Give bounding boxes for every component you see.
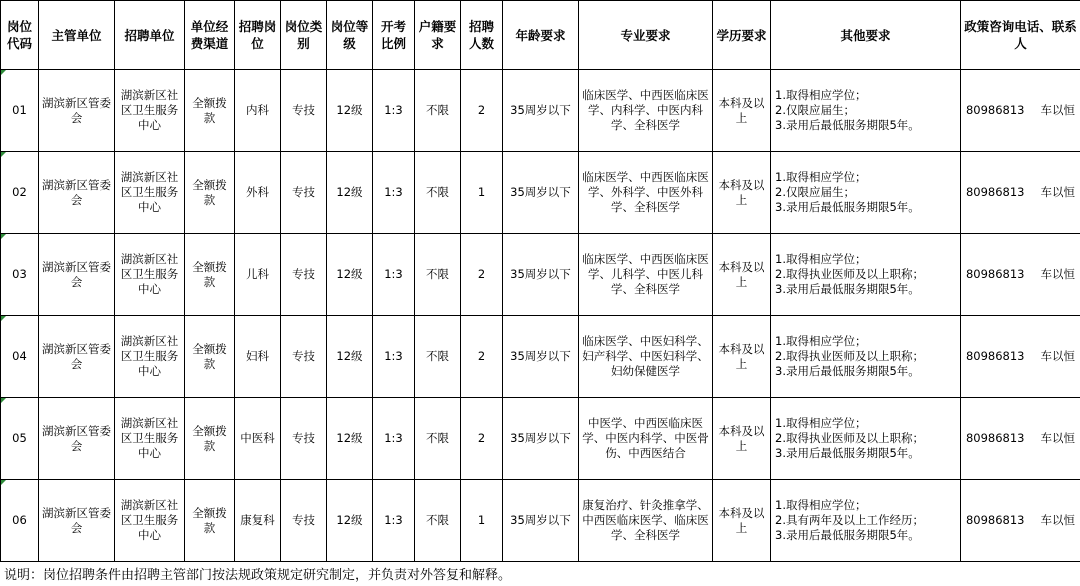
cell-code: 04 [1,316,39,398]
cell-code: 02 [1,152,39,234]
cell-age: 35周岁以下 [503,398,579,480]
header-level: 岗位等级 [327,1,373,70]
contact-person: 车以恒 [1041,513,1076,528]
cell-hukou: 不限 [415,480,461,562]
cell-funding: 全额拨款 [185,70,235,152]
cell-count: 1 [461,152,503,234]
cell-category: 专技 [281,70,327,152]
header-funding: 单位经费渠道 [185,1,235,70]
table-row [1,398,1080,480]
header-row [1,1,1080,70]
cell-other [771,316,961,398]
cell-position: 儿科 [235,234,281,316]
cell-position: 中医科 [235,398,281,480]
cell-contact [961,398,1080,480]
header-unit: 招聘单位 [115,1,185,70]
cell-major: 中医学、中西医临床医学、中医内科学、中医骨伤、中西医结合 [579,398,713,480]
header-hukou: 户籍要求 [415,1,461,70]
cell-code: 06 [1,480,39,562]
cell-other [771,398,961,480]
other-requirement-line: 3.录用后最低服务期限5年。 [775,200,958,215]
cell-age: 35周岁以下 [503,152,579,234]
cell-ratio: 1:3 [373,316,415,398]
table-row [1,70,1080,152]
cell-category: 专技 [281,398,327,480]
cell-other [771,480,961,562]
cell-position: 妇科 [235,316,281,398]
cell-hukou: 不限 [415,70,461,152]
header-code: 岗位代码 [1,1,39,70]
cell-position: 内科 [235,70,281,152]
other-requirement-line: 3.录用后最低服务期限5年。 [775,364,958,379]
cell-ratio: 1:3 [373,70,415,152]
other-requirement-line: 3.录用后最低服务期限5年。 [775,446,958,461]
cell-funding: 全额拨款 [185,480,235,562]
cell-code: 05 [1,398,39,480]
cell-education: 本科及以上 [713,480,771,562]
contact-person: 车以恒 [1041,349,1076,364]
cell-unit: 湖滨新区社区卫生服务中心 [115,234,185,316]
header-age: 年龄要求 [503,1,579,70]
cell-other [771,152,961,234]
footnote: 说明：岗位招聘条件由招聘主管部门按法规政策规定研究制定，并负责对外答复和解释。 [0,562,1080,586]
cell-dept: 湖滨新区管委会 [39,234,115,316]
table-row [1,152,1080,234]
header-other: 其他要求 [771,1,961,70]
cell-dept: 湖滨新区管委会 [39,316,115,398]
other-requirement-line: 2.仅限应届生； [775,185,958,200]
cell-contact [961,70,1080,152]
cell-funding: 全额拨款 [185,316,235,398]
header-major: 专业要求 [579,1,713,70]
cell-code: 03 [1,234,39,316]
cell-dept: 湖滨新区管委会 [39,398,115,480]
cell-level: 12级 [327,152,373,234]
cell-age: 35周岁以下 [503,316,579,398]
cell-position: 外科 [235,152,281,234]
cell-major: 临床医学、中西医临床医学、儿科学、中医儿科学、全科医学 [579,234,713,316]
cell-funding: 全额拨款 [185,398,235,480]
other-requirement-line: 1.取得相应学位； [775,252,958,267]
cell-ratio: 1:3 [373,234,415,316]
cell-age: 35周岁以下 [503,234,579,316]
cell-ratio: 1:3 [373,152,415,234]
cell-hukou: 不限 [415,152,461,234]
contact-person: 车以恒 [1041,185,1076,200]
cell-major: 临床医学、中西医临床医学、外科学、中医外科学、全科医学 [579,152,713,234]
table-row [1,316,1080,398]
other-requirement-line: 1.取得相应学位； [775,498,958,513]
cell-education: 本科及以上 [713,398,771,480]
cell-other [771,70,961,152]
cell-count: 2 [461,234,503,316]
contact-phone: 80986813 [966,349,1025,364]
cell-contact [961,480,1080,562]
other-requirement-line: 2.取得执业医师及以上职称； [775,431,958,446]
cell-education: 本科及以上 [713,152,771,234]
cell-funding: 全额拨款 [185,152,235,234]
cell-education: 本科及以上 [713,234,771,316]
cell-level: 12级 [327,234,373,316]
cell-category: 专技 [281,152,327,234]
cell-education: 本科及以上 [713,316,771,398]
cell-hukou: 不限 [415,316,461,398]
header-education: 学历要求 [713,1,771,70]
cell-dept: 湖滨新区管委会 [39,70,115,152]
other-requirement-line: 3.录用后最低服务期限5年。 [775,282,958,297]
cell-major: 康复治疗、针灸推拿学、中西医临床医学、临床医学、全科医学 [579,480,713,562]
cell-contact [961,234,1080,316]
cell-level: 12级 [327,316,373,398]
cell-hukou: 不限 [415,398,461,480]
cell-count: 1 [461,480,503,562]
other-requirement-line: 2.具有两年及以上工作经历； [775,513,958,528]
contact-person: 车以恒 [1041,431,1076,446]
cell-count: 2 [461,316,503,398]
other-requirement-line: 3.录用后最低服务期限5年。 [775,528,958,543]
other-requirement-line: 3.录用后最低服务期限5年。 [775,118,958,133]
cell-category: 专技 [281,316,327,398]
cell-hukou: 不限 [415,234,461,316]
table-row [1,480,1080,562]
header-category: 岗位类别 [281,1,327,70]
header-position: 招聘岗位 [235,1,281,70]
other-requirement-line: 1.取得相应学位； [775,170,958,185]
header-ratio: 开考比例 [373,1,415,70]
header-contact: 政策咨询电话、联系人 [961,1,1080,70]
cell-category: 专技 [281,234,327,316]
cell-unit: 湖滨新区社区卫生服务中心 [115,152,185,234]
other-requirement-line: 2.取得执业医师及以上职称； [775,349,958,364]
cell-major: 临床医学、中医妇科学、妇产科学、中医妇科学、妇幼保健医学 [579,316,713,398]
cell-code: 01 [1,70,39,152]
cell-dept: 湖滨新区管委会 [39,480,115,562]
other-requirement-line: 2.仅限应届生； [775,103,958,118]
contact-phone: 80986813 [966,513,1025,528]
cell-ratio: 1:3 [373,480,415,562]
header-count: 招聘人数 [461,1,503,70]
cell-level: 12级 [327,480,373,562]
cell-ratio: 1:3 [373,398,415,480]
table-row [1,234,1080,316]
cell-unit: 湖滨新区社区卫生服务中心 [115,398,185,480]
cell-position: 康复科 [235,480,281,562]
other-requirement-line: 1.取得相应学位； [775,88,958,103]
cell-major: 临床医学、中西医临床医学、内科学、中医内科学、全科医学 [579,70,713,152]
cell-funding: 全额拨款 [185,234,235,316]
cell-unit: 湖滨新区社区卫生服务中心 [115,316,185,398]
contact-person: 车以恒 [1041,267,1076,282]
cell-contact [961,316,1080,398]
cell-level: 12级 [327,70,373,152]
cell-unit: 湖滨新区社区卫生服务中心 [115,480,185,562]
cell-contact [961,152,1080,234]
contact-phone: 80986813 [966,431,1025,446]
cell-level: 12级 [327,398,373,480]
contact-person: 车以恒 [1041,103,1076,118]
header-dept: 主管单位 [39,1,115,70]
cell-dept: 湖滨新区管委会 [39,152,115,234]
cell-other [771,234,961,316]
contact-phone: 80986813 [966,267,1025,282]
other-requirement-line: 1.取得相应学位； [775,416,958,431]
other-requirement-line: 1.取得相应学位； [775,334,958,349]
cell-unit: 湖滨新区社区卫生服务中心 [115,70,185,152]
cell-category: 专技 [281,480,327,562]
other-requirement-line: 2.取得执业医师及以上职称； [775,267,958,282]
contact-phone: 80986813 [966,185,1025,200]
cell-education: 本科及以上 [713,70,771,152]
cell-count: 2 [461,398,503,480]
cell-age: 35周岁以下 [503,70,579,152]
contact-phone: 80986813 [966,103,1025,118]
cell-age: 35周岁以下 [503,480,579,562]
cell-count: 2 [461,70,503,152]
